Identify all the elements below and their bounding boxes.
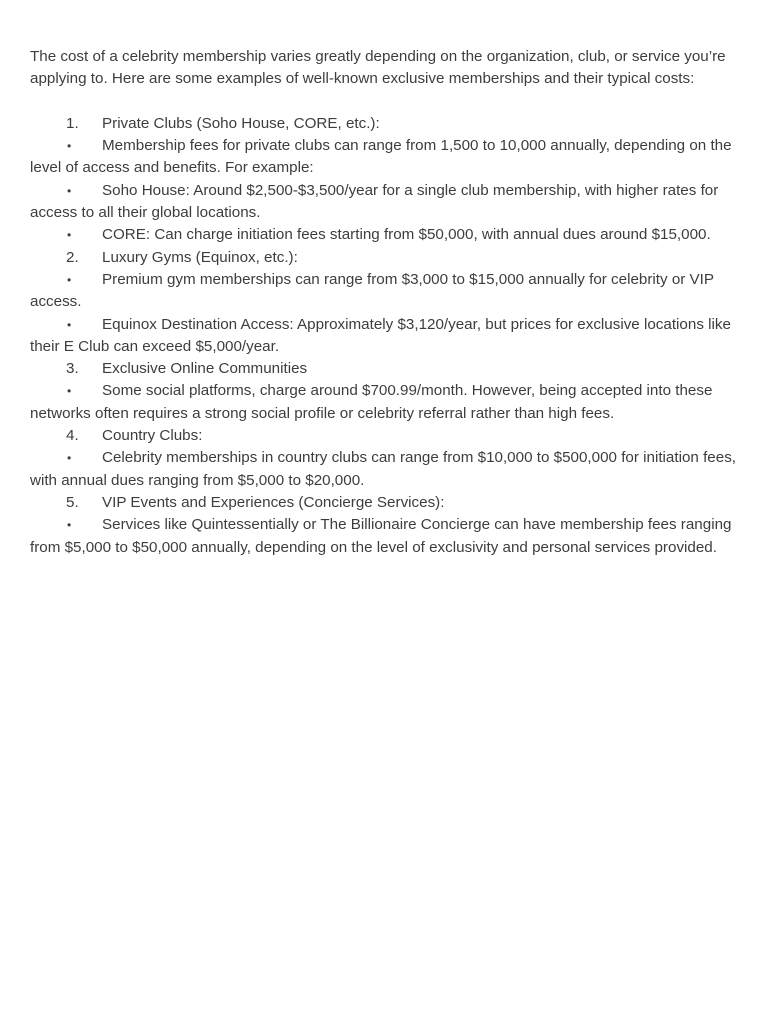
item-text: Exclusive Online Communities	[102, 360, 308, 378]
item-text: Soho House: Around $2,500-$3,500/year for a single club membership, with higher rates for access to all their global locations.	[30, 181, 719, 222]
item-text: Services like Quintessentially or The Billionaire Concierge can have membership fees ranging from $5,000 to $50,000 annually, depending on the level of exclusivity and personal services provided.	[30, 516, 732, 556]
bullet-item	[30, 447, 742, 492]
document-body	[30, 46, 742, 559]
item-number: 5.	[66, 493, 79, 511]
bullet-marker: •	[67, 272, 72, 287]
item-number: 4.	[66, 427, 79, 445]
item-text: Premium gym memberships can range from $3,000 to $15,000 annually for celebrity or VIP access.	[30, 270, 714, 311]
item-number: 1.	[66, 114, 79, 132]
bullet-marker: •	[67, 518, 72, 533]
item-text: Luxury Gyms (Equinox, etc.):	[102, 248, 298, 266]
bullet-item	[30, 269, 742, 314]
item-text: Membership fees for private clubs can range from 1,500 to 10,000 annually, depending on the level of access and benefits. For example:	[30, 137, 732, 177]
numbered-item	[30, 492, 742, 514]
membership-list	[30, 113, 742, 559]
bullet-item	[30, 180, 742, 225]
bullet-marker: •	[67, 384, 72, 399]
item-text: Private Clubs (Soho House, CORE, etc.):	[102, 114, 380, 132]
bullet-item	[30, 314, 742, 359]
numbered-item	[30, 425, 742, 447]
item-text: CORE: Can charge initiation fees starting from $50,000, with annual dues around $15,000.	[102, 226, 711, 244]
item-text: Some social platforms, charge around $700.99/month. However, being accepted into these networks often requires a strong social profile or celebrity referral rather than high fees.	[30, 382, 713, 422]
item-text: Country Clubs:	[102, 427, 203, 445]
item-text: Celebrity memberships in country clubs can range from $10,000 to $500,000 for initiation fees, with annual dues ranging from $5,000 to $20,000.	[30, 449, 737, 489]
item-number: 2.	[66, 248, 79, 266]
item-number: 3.	[66, 360, 79, 378]
bullet-item	[30, 135, 742, 180]
intro-paragraph: The cost of a celebrity membership varies greatly depending on the organization, club, or service you’re applying to. Here are some examples of well-known exclusive memberships and their typical costs:	[30, 48, 726, 88]
bullet-item	[30, 224, 742, 246]
bullet-marker: •	[67, 228, 72, 243]
numbered-item	[30, 358, 742, 380]
bullet-marker: •	[67, 183, 72, 198]
bullet-marker: •	[67, 139, 72, 154]
bullet-marker: •	[67, 317, 72, 332]
item-text: Equinox Destination Access: Approximately $3,120/year, but prices for exclusive locations like their E Club can exceed $5,000/year.	[30, 315, 731, 355]
numbered-item	[30, 247, 742, 269]
bullet-item	[30, 514, 742, 559]
numbered-item	[30, 113, 742, 135]
item-text: VIP Events and Experiences (Concierge Services):	[102, 493, 445, 511]
bullet-item	[30, 380, 742, 425]
bullet-marker: •	[67, 451, 72, 466]
